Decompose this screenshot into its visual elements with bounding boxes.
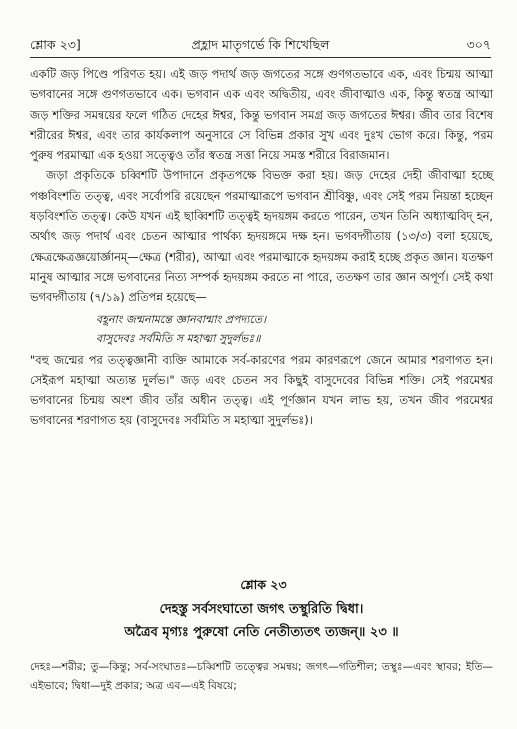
quoted-verse-line-2: বাসুদেবঃ সর্বমিতি স মহাত্মা সুদুর্লভঃ॥ — [96, 331, 261, 345]
sanskrit-verse — [30, 598, 493, 644]
header-rule — [30, 57, 491, 58]
quoted-verse — [30, 310, 493, 348]
word-synonyms: দেহঃ—শরীর; তু—কিন্তু; সর্ব-সংঘাতঃ—চব্বিশটি তত্ত্বের সমন্বয়; জগৎ—গতিশীল; তস্থুঃ—এবং স্থাবর; ইতি—এইভাবে; দ্বিধা—দুই প্রকার; অত্র এব—এই বিষয়ে; — [30, 661, 493, 692]
running-head — [30, 36, 491, 54]
sanskrit-verse-line-1: দেহস্তু সর্বসংঘাতো জগৎ তস্থুরিতি দ্বিধা। — [159, 602, 364, 617]
running-head-verse-number: শ্লোক ২৩] — [30, 37, 81, 52]
purport-paragraph-3: "বহু জন্মের পর তত্ত্বজ্ঞানী ব্যক্তি আমাকে সর্ব-কারণের পরম কারণরূপে জেনে আমার শরণাগত হন। সেইরূপ মহাত্মা অত্যন্ত দুর্লভ।" জড় এবং চেতন সব কিছুই বাসুদেবের বিভিন্ন শক্তি। সেই পরমেশ্বর ভগবানের চিন্ময় অংশ জীব তাঁর অধীন তত্ত্ব। এই পূর্ণজ্ঞান যখন লাভ হয়, তখন জীব পরমেশ্বর ভগবানের শরণাগত হয় (বাসুদেবঃ সর্বমিতি স মহাত্মা সুদুর্লভঃ)। — [30, 352, 493, 428]
quoted-verse-line-1: বহূনাং জন্মনামন্তে জ্ঞানবান্মাং প্রপদ্যতে। — [96, 312, 267, 326]
running-head-chapter-title: প্রহ্লাদ মাতৃগর্ভে কি শিখেছিল — [191, 37, 330, 52]
verse-heading: শ্লোক ২৩ — [240, 577, 287, 592]
purport-paragraph-2: জড়া প্রকৃতিকে চব্বিশটি উপাদানে প্রকৃতপক্ষে বিভক্ত করা হয়। জড় দেহের দেহী জীবাত্মা হচ্ছে পঞ্চবিংশতি তত্ত্ব, এবং সর্বোপরি রয়েছেন পরমাত্মারূপে ভগবান শ্রীবিষ্ণু, এবং সেই পরম নিয়ন্তা হচ্ছেন ষড়বিংশতি তত্ত্ব। কেউ যখন এই ছাব্বিশটি তত্ত্বই হৃদয়ঙ্গম করতে পারেন, তখন তিনি অধ্যাত্মবিদ্ হন, অর্থাৎ জড় পদার্থ এবং চেতন আত্মার পার্থক্য হৃদয়ঙ্গমে দক্ষ হন। ভগবদ্গীতায় (১৩/৩) বলা হয়েছে, ক্ষেত্রক্ষেত্রজ্ঞয়োর্জ্ঞানম্—ক্ষেত্র (শরীর), আত্মা এবং পরমাত্মাকে হৃদয়ঙ্গম করাই হচ্ছে প্রকৃত জ্ঞান। যতক্ষণ মানুষ আত্মার সঙ্গে ভগবানের নিত্য সম্পর্ক হৃদয়ঙ্গম করতে না পারে, ততক্ষণ তার জ্ঞান অপূর্ণ। সেই কথা ভগবদ্গীতায় (৭/১৯) প্রতিপন্ন হয়েছে— — [30, 168, 493, 305]
page-number: ৩০৭ — [466, 37, 491, 52]
purport-body — [30, 64, 493, 431]
sanskrit-verse-line-2: অত্রৈব মৃগ্যঃ পুরুষো নেতি নেতীত্যতৎ ত্যজন্॥ ২৩ ॥ — [124, 625, 399, 640]
purport-paragraph-1: একটি জড় পিণ্ডে পরিণত হয়। এই জড় পদার্থ জড় জগতের সঙ্গে গুণগতভাবে এক, এবং চিন্ময় আত্মা ভগবানের সঙ্গে গুণগতভাবে এক। ভগবান এক এবং অদ্বিতীয়, এবং জীবাত্মাও এক, কিন্তু স্বতন্ত্র আত্মা জড় শক্তির সমন্বয়ের ফলে গঠিত দেহের ঈশ্বর, কিন্তু ভগবান সমগ্র জড় জগতের ঈশ্বর। জীব তার বিশেষ শরীরের ঈশ্বর, এবং তার কার্যকলাপ অনুসারে সে বিভিন্ন প্রকার সুখ এবং দুঃখ ভোগ করে। কিন্তু, পরম পুরুষ পরমাত্মা এক হওয়া সত্ত্বেও তাঁর স্বতন্ত্র সত্তা নিয়ে সমস্ত শরীরে বিরাজমান। — [30, 67, 493, 163]
